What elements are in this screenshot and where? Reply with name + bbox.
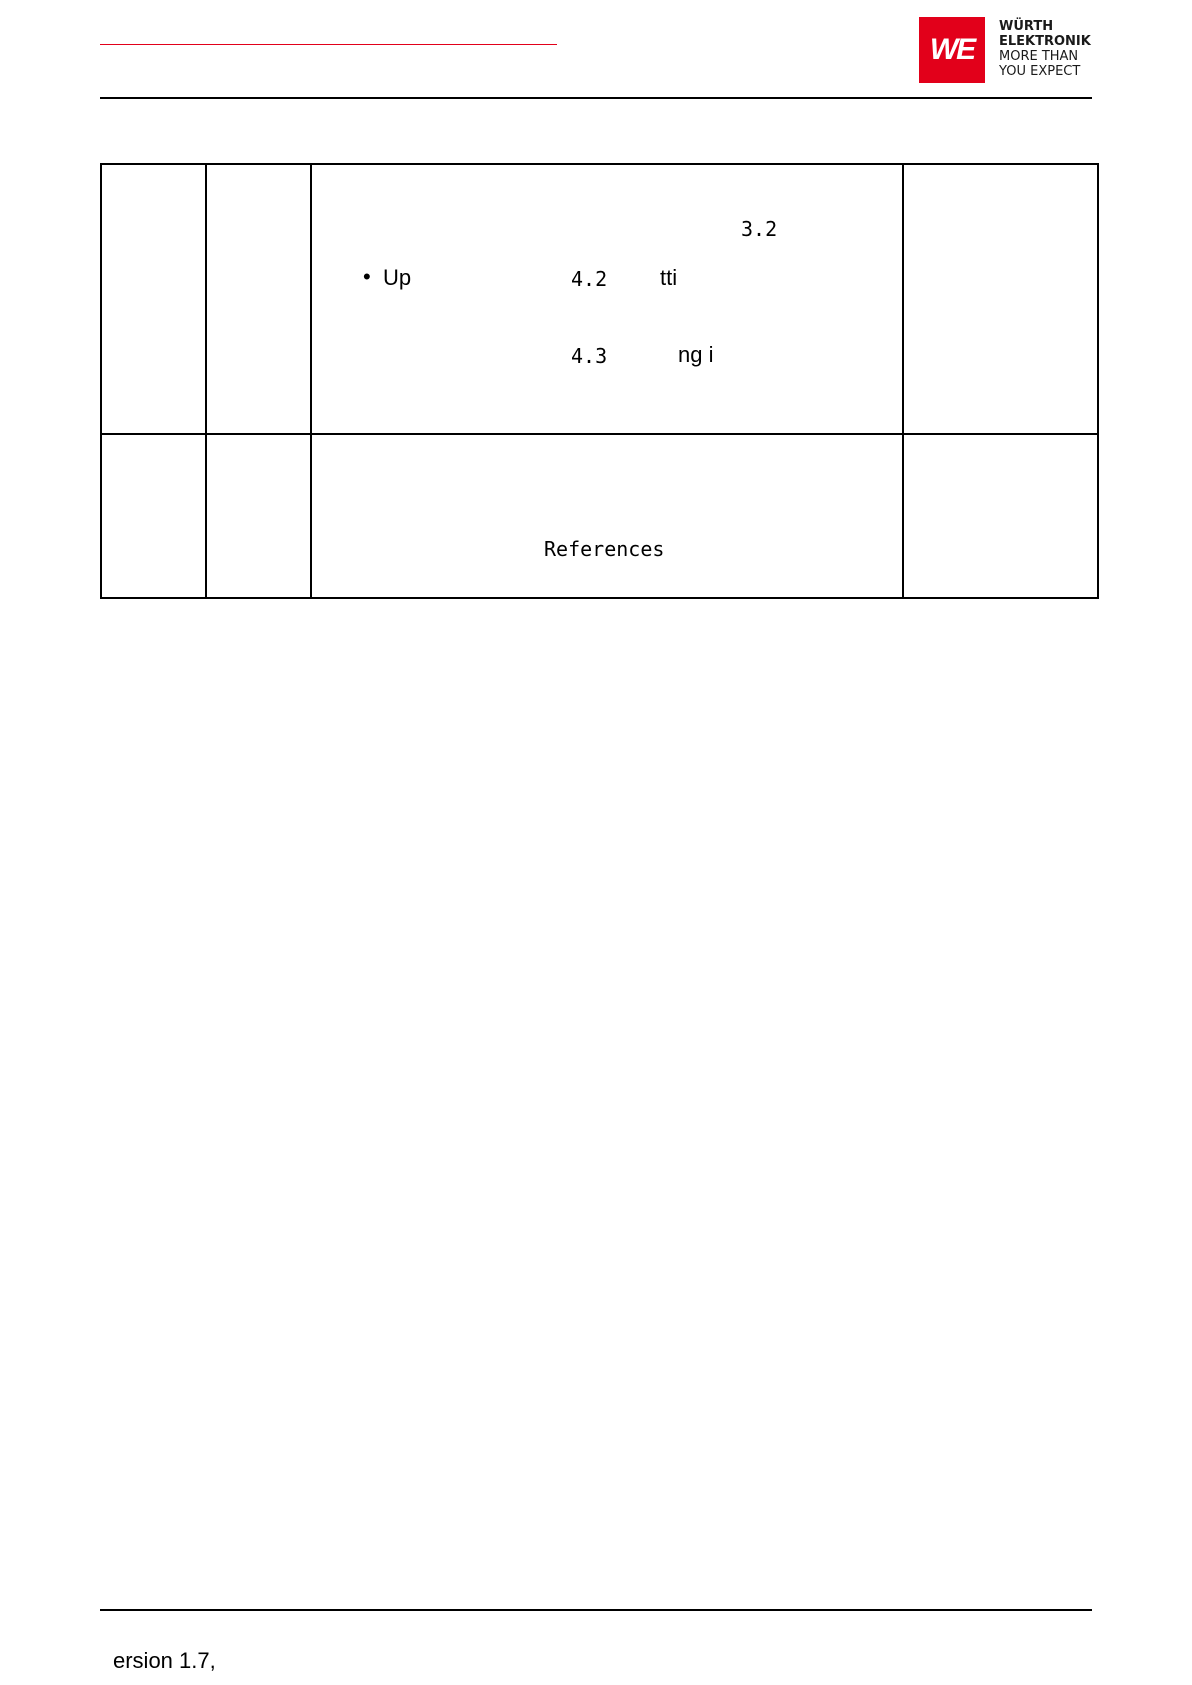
table-row [101,164,1098,434]
logo-brand-line2: ELEKTRONIK [999,34,1091,49]
revision-cell [101,434,206,598]
change-text: Up [383,265,412,290]
change-text: ng i [678,342,714,367]
section-ref-link[interactable]: 4.3 [571,344,608,368]
date-cell [206,434,311,598]
logo-brand-line1: WÜRTH [999,19,1054,34]
wurth-elektronik-logo [919,17,1091,83]
section-ref-link[interactable]: 4.2 [571,267,608,291]
bullet-marker: • [363,264,371,289]
footer-divider [100,1609,1092,1611]
section-ref-link[interactable]: 3.2 [741,217,778,241]
approval-cell [903,164,1098,434]
logo-wordmark [999,19,1094,79]
footer-version: ersion 1.7, [113,1648,216,1673]
references-link[interactable]: References [544,537,665,561]
header-accent-rule [100,44,557,45]
changes-cell [311,434,903,598]
logo-tagline-line1: MORE THAN [999,49,1079,64]
changes-cell [311,164,903,434]
table-row [101,434,1098,598]
approval-cell [903,434,1098,598]
we-monogram-icon: WE [919,17,985,83]
date-cell [206,164,311,434]
revision-history-table [100,163,1099,599]
revision-cell [101,164,206,434]
logo-tagline-line2: YOU EXPECT [999,64,1081,79]
change-text: tti [660,265,678,290]
header-divider [100,97,1092,99]
